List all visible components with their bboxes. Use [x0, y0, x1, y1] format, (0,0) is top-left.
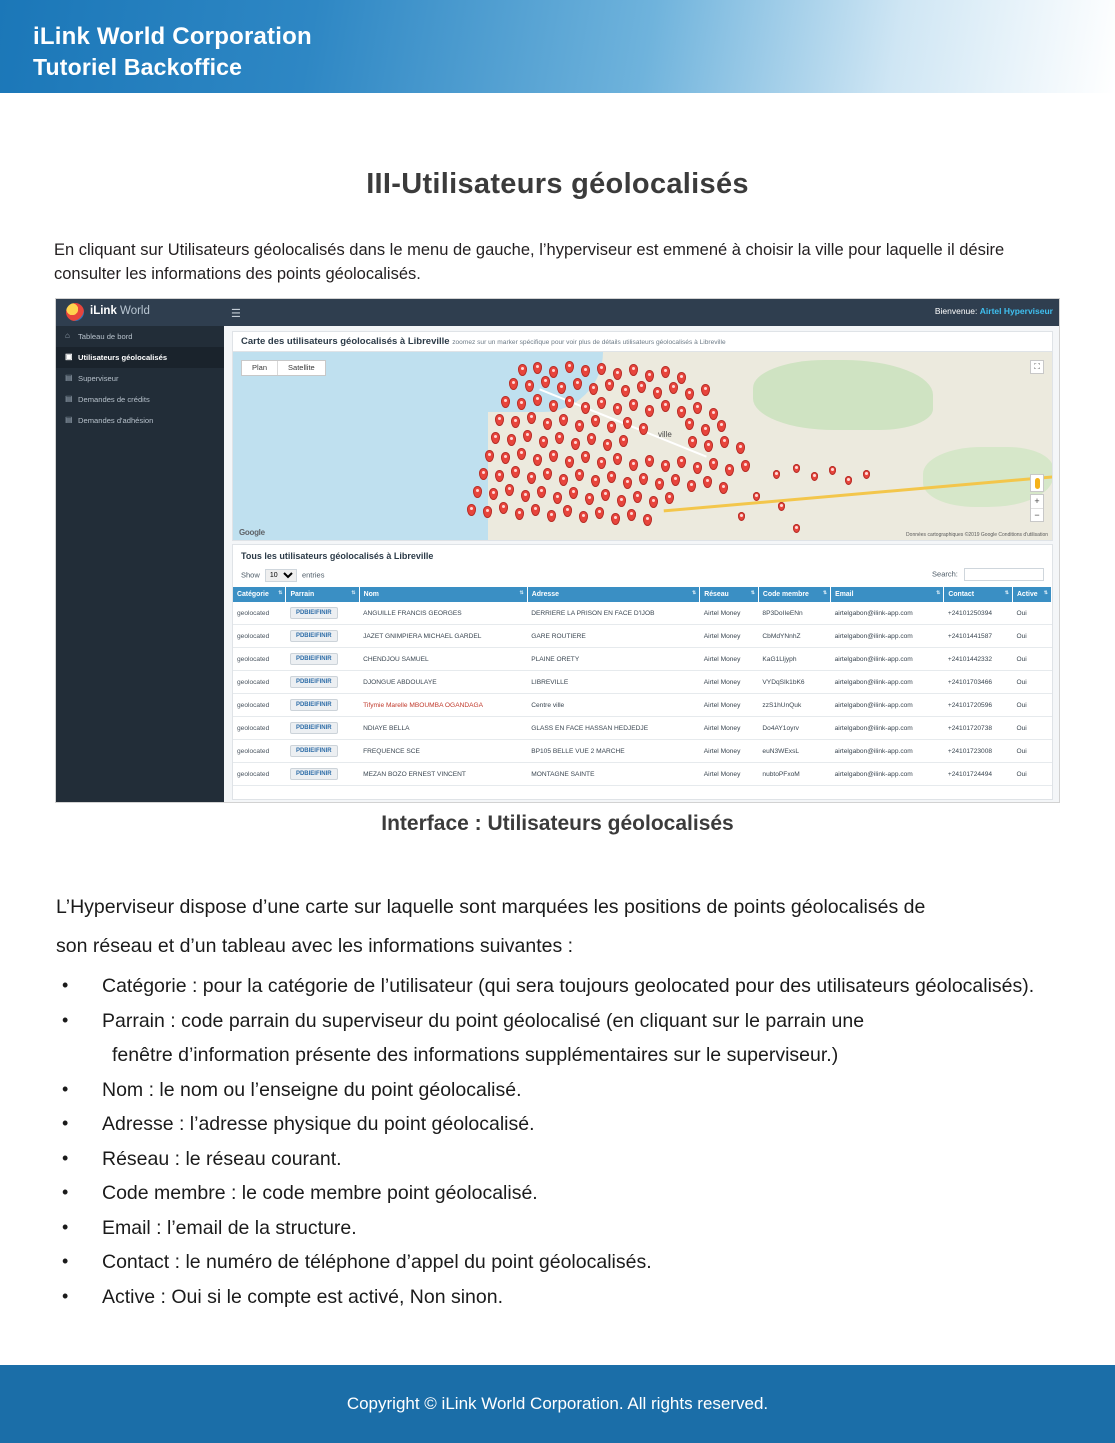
table-toolbar: [233, 565, 1052, 587]
list-icon: ▤: [65, 394, 73, 403]
cell-categorie: geolocated: [233, 671, 286, 694]
cell-code-membre: 8P3DoIIeENn: [758, 602, 830, 625]
google-logo: Google: [239, 528, 265, 537]
cell-categorie: geolocated: [233, 694, 286, 717]
list-item: [56, 1073, 1066, 1108]
google-map[interactable]: [232, 351, 1053, 541]
parrain-button[interactable]: PDBIEIFINIR: [290, 768, 338, 780]
menu-toggle-icon[interactable]: ☰: [231, 308, 241, 320]
map-card-title: Carte des utilisateurs géolocalisés à Libreville: [241, 336, 450, 347]
app-brand-strong: iLink: [90, 305, 117, 317]
cell-email: airtelgabon@ilink-app.com: [831, 694, 944, 717]
table-body: [233, 602, 1052, 786]
cell-adresse: MONTAGNE SAINTE: [527, 763, 700, 786]
sidebar-item-demandes-de-credits[interactable]: [56, 389, 224, 410]
cell-active: Oui: [1012, 740, 1051, 763]
cell-code-membre: zzS1hUnQuk: [758, 694, 830, 717]
geolocated-users-table: [233, 587, 1052, 786]
sort-icon: ⇅: [692, 590, 697, 596]
map-attribution: Données cartographiques ©2019 Google Conditions d'utilisation: [906, 532, 1048, 538]
entries-label: entries: [301, 570, 325, 580]
sort-icon: ⇅: [351, 590, 356, 596]
welcome-prefix: Bienvenue:: [934, 306, 978, 316]
cell-active: Oui: [1012, 694, 1051, 717]
cell-active: Oui: [1012, 602, 1051, 625]
bullet-text-continued: fenêtre d’information présente des informations supplémentaires sur le superviseur.): [112, 1044, 839, 1066]
feature-bullet-list: [56, 969, 1066, 1314]
users-table-card: [232, 544, 1053, 800]
cell-categorie: geolocated: [233, 763, 286, 786]
app-content: [224, 326, 1060, 803]
zoom-out-button[interactable]: −: [1031, 508, 1043, 521]
cell-email: airtelgabon@ilink-app.com: [831, 648, 944, 671]
table-card-title: Tous les utilisateurs géolocalisés à Libreville: [241, 551, 434, 561]
cell-reseau: Airtel Money: [700, 717, 759, 740]
cell-email: airtelgabon@ilink-app.com: [831, 717, 944, 740]
cell-contact: +24101442332: [944, 648, 1013, 671]
cell-email: airtelgabon@ilink-app.com: [831, 740, 944, 763]
map-card-header: [232, 331, 1053, 351]
sidebar-item-label: Utilisateurs géolocalisés: [78, 353, 168, 362]
map-city-label: ville: [658, 430, 672, 439]
show-entries-control[interactable]: [241, 569, 324, 582]
parrain-button[interactable]: PDBIEIFINIR: [290, 676, 338, 688]
cell-reseau: Airtel Money: [700, 694, 759, 717]
column-header-categorie[interactable]: Catégorie ⇅: [233, 587, 286, 602]
column-header-adresse[interactable]: Adresse ⇅: [527, 587, 700, 602]
search-input[interactable]: [964, 568, 1044, 581]
cell-reseau: Airtel Money: [700, 671, 759, 694]
cell-contact: +24101441587: [944, 625, 1013, 648]
sidebar-item-utilisateurs-geolocalises[interactable]: [56, 347, 224, 368]
app-brand-light: World: [120, 305, 150, 317]
bullet-text: Parrain : code parrain du superviseur du point géolocalisé (en cliquant sur le parrain une: [102, 1009, 865, 1032]
sort-icon: ⇅: [936, 590, 941, 596]
cell-adresse: GLASS EN FACE HASSAN HEDJEDJE: [527, 717, 700, 740]
bullet-text: Adresse : l’adresse physique du point géolocalisé.: [102, 1113, 535, 1135]
map-type-control[interactable]: [241, 360, 326, 376]
cell-parrain[interactable]: [286, 602, 359, 625]
bullet-text: Email : l’email de la structure.: [102, 1216, 357, 1239]
cell-categorie: geolocated: [233, 625, 286, 648]
list-item: [56, 1176, 1066, 1211]
table-row[interactable]: [233, 602, 1052, 625]
list-item: [56, 1142, 1066, 1177]
sidebar-item-superviseur[interactable]: [56, 368, 224, 389]
cell-nom: ANGUILLE FRANCIS GEORGES: [359, 602, 527, 625]
cell-parrain[interactable]: [286, 763, 359, 786]
cell-active: Oui: [1012, 763, 1051, 786]
sidebar-item-label: Demandes d'adhésion: [78, 416, 154, 425]
list-item: [56, 1280, 1066, 1315]
cell-adresse: DERRIERE LA PRISON EN FACE D'IJOB: [527, 602, 700, 625]
column-header-email[interactable]: Email ⇅: [831, 587, 944, 602]
cell-code-membre: nubtoPFxoM: [758, 763, 830, 786]
table-row[interactable]: [233, 717, 1052, 740]
intro-paragraph: En cliquant sur Utilisateurs géolocalisés dans le menu de gauche, l’hyperviseur est emmené à choisir la ville pour laquelle il désire consulter les informations des points géolocalisés.: [54, 241, 1005, 283]
cell-contact: +24101723008: [944, 740, 1013, 763]
column-header-contact[interactable]: Contact ⇅: [944, 587, 1013, 602]
cell-adresse: BP105 BELLE VUE 2 MARCHE: [527, 740, 700, 763]
bullet-text: Réseau : le réseau courant.: [102, 1147, 342, 1170]
zoom-in-button[interactable]: +: [1034, 496, 1040, 506]
entries-select[interactable]: [265, 569, 297, 582]
body-text: [56, 890, 1066, 1314]
list-icon: ▤: [65, 373, 73, 382]
page-header-band: [0, 0, 1115, 93]
cell-code-membre: VYDqSIk1bK6: [758, 671, 830, 694]
cell-reseau: Airtel Money: [700, 625, 759, 648]
parrain-button[interactable]: PDBIEIFINIR: [290, 607, 338, 619]
body-lead-line2: son réseau et d’un tableau avec les informations suivantes :: [56, 934, 574, 957]
cell-email: airtelgabon@ilink-app.com: [831, 625, 944, 648]
list-item: [56, 1245, 1066, 1280]
parrain-button[interactable]: PDBIEIFINIR: [290, 699, 338, 711]
cell-email: airtelgabon@ilink-app.com: [831, 671, 944, 694]
column-header-parrain[interactable]: Parrain ⇅: [286, 587, 359, 602]
cell-contact: +24101720738: [944, 717, 1013, 740]
pegman-icon[interactable]: [1030, 474, 1044, 492]
sort-icon: ⇅: [1043, 590, 1048, 596]
column-header-code-membre[interactable]: Code membre ⇅: [758, 587, 830, 602]
page-title: III-Utilisateurs géolocalisés: [366, 168, 749, 200]
cell-categorie: geolocated: [233, 740, 286, 763]
parrain-button[interactable]: PDBIEIFINIR: [290, 745, 338, 757]
cell-contact: +24101720596: [944, 694, 1013, 717]
dashboard-icon: ⌂: [65, 331, 70, 340]
app-topbar: [56, 299, 1060, 326]
cell-active: Oui: [1012, 671, 1051, 694]
app-sidebar: [56, 326, 224, 803]
bullet-text: Nom : le nom ou l’enseigne du point géolocalisé.: [102, 1078, 522, 1101]
column-header-nom[interactable]: Nom ⇅: [359, 587, 527, 602]
cell-parrain[interactable]: [286, 648, 359, 671]
sidebar-item-label: Demandes de crédits: [78, 395, 150, 404]
welcome-text: [935, 306, 1053, 316]
map-card-subtitle: zoomez sur un marker spécifique pour voir plus de détails utilisateurs géolocalisés à Libreville: [452, 339, 726, 346]
cell-contact: +24101724494: [944, 763, 1013, 786]
cell-active: Oui: [1012, 648, 1051, 671]
map-zoom-control[interactable]: [1030, 494, 1044, 522]
map-type-plan[interactable]: Plan: [252, 363, 268, 372]
bullet-text: Code membre : le code membre point géolocalisé.: [102, 1182, 538, 1204]
table-row[interactable]: [233, 763, 1052, 786]
sidebar-item-tableau-de-bord[interactable]: [56, 326, 224, 347]
sort-icon: ⇅: [278, 590, 283, 596]
table-row[interactable]: [233, 694, 1052, 717]
list-item: [56, 1107, 1066, 1142]
cell-code-membre: Do4AY1oyrv: [758, 717, 830, 740]
list-item: [56, 969, 1066, 1004]
cell-code-membre: euN3WExsL: [758, 740, 830, 763]
cell-active: Oui: [1012, 717, 1051, 740]
cell-parrain[interactable]: [286, 671, 359, 694]
cell-parrain[interactable]: [286, 717, 359, 740]
sort-icon: ⇅: [1004, 590, 1009, 596]
bullet-text: Contact : le numéro de téléphone d’appel du point géolocalisés.: [102, 1251, 652, 1273]
body-lead-line1: L’Hyperviseur dispose d’une carte sur laquelle sont marquées les positions de points géolocalisés de: [56, 896, 926, 918]
table-row[interactable]: [233, 648, 1052, 671]
parrain-button[interactable]: PDBIEIFINIR: [290, 722, 338, 734]
fullscreen-icon[interactable]: ⛶: [1030, 360, 1044, 374]
list-item: [56, 1004, 1066, 1073]
column-header-active[interactable]: Active ⇅: [1012, 587, 1051, 602]
show-label: Show: [241, 570, 260, 580]
figure-caption: Interface : Utilisateurs géolocalisés: [381, 812, 734, 835]
column-header-reseau[interactable]: Réseau ⇅: [700, 587, 759, 602]
cell-reseau: Airtel Money: [700, 602, 759, 625]
cell-parrain[interactable]: [286, 740, 359, 763]
sidebar-item-label: Superviseur: [78, 374, 119, 383]
search-label: Search:: [932, 569, 958, 579]
table-header-row: [233, 587, 1052, 602]
cell-nom: DJONGUE ABDOULAYE: [359, 671, 527, 694]
header-title-line1: iLink World Corporation: [33, 23, 312, 50]
app-brand: [90, 305, 150, 317]
map-type-satellite[interactable]: Satellite: [277, 361, 325, 375]
cell-email: airtelgabon@ilink-app.com: [831, 763, 944, 786]
cell-adresse: Centre ville: [527, 694, 700, 717]
cell-adresse: PLAINE ORETY: [527, 648, 700, 671]
sort-icon: ⇅: [822, 590, 828, 596]
cell-nom: CHENDJOU SAMUEL: [359, 648, 527, 671]
cell-parrain[interactable]: [286, 625, 359, 648]
cell-categorie: geolocated: [233, 602, 286, 625]
cell-contact: +24101703466: [944, 671, 1013, 694]
sort-icon: ⇅: [750, 590, 755, 596]
cell-email: airtelgabon@ilink-app.com: [831, 602, 944, 625]
list-item: [56, 1211, 1066, 1246]
cell-adresse: LIBREVILLE: [527, 671, 700, 694]
page-footer: [0, 1365, 1115, 1443]
list-icon: ▤: [65, 415, 73, 424]
table-row[interactable]: [233, 671, 1052, 694]
ilink-logo-icon: [66, 303, 84, 321]
cell-nom: NDIAYE BELLA: [359, 717, 527, 740]
copyright-text: Copyright © iLink World Corporation. All rights reserved.: [346, 1394, 769, 1413]
cell-nom: MEZAN BOZO ERNEST VINCENT: [359, 763, 527, 786]
header-title: [33, 22, 312, 82]
sidebar-item-label: Tableau de bord: [78, 332, 133, 341]
cell-code-membre: KaG1Lljyph: [758, 648, 830, 671]
sidebar-item-demandes-dadhesion[interactable]: [56, 410, 224, 431]
cell-categorie: geolocated: [233, 717, 286, 740]
table-search[interactable]: [932, 568, 1044, 581]
cell-reseau: Airtel Money: [700, 763, 759, 786]
map-marker-icon: ▣: [65, 352, 73, 361]
cell-code-membre: CbMdYNnhZ: [758, 625, 830, 648]
cell-adresse: GARE ROUTIERE: [527, 625, 700, 648]
bullet-text: Catégorie : pour la catégorie de l’utilisateur (qui sera toujours geolocated pour des utilisateurs géolocalisés).: [102, 975, 1035, 997]
table-row[interactable]: [233, 740, 1052, 763]
welcome-username: Airtel Hyperviseur: [979, 306, 1053, 316]
cell-nom: JAZET GNIMPIERA MICHAEL GARDEL: [359, 625, 527, 648]
parrain-button[interactable]: PDBIEIFINIR: [290, 630, 338, 642]
cell-nom: FREQUENCE SCE: [359, 740, 527, 763]
parrain-button[interactable]: PDBIEIFINIR: [290, 653, 338, 665]
cell-parrain[interactable]: [286, 694, 359, 717]
cell-categorie: geolocated: [233, 648, 286, 671]
table-row[interactable]: [233, 625, 1052, 648]
cell-reseau: Airtel Money: [700, 648, 759, 671]
bullet-text: Active : Oui si le compte est activé, Non sinon.: [102, 1285, 504, 1308]
embedded-screenshot: [55, 298, 1060, 803]
cell-nom: Tifymie Marelle MBOUMBA OGANDAGA: [359, 694, 527, 717]
map-green-area: [753, 360, 933, 430]
cell-reseau: Airtel Money: [700, 740, 759, 763]
header-title-line2: Tutoriel Backoffice: [33, 54, 243, 80]
sort-icon: ⇅: [519, 590, 524, 596]
cell-active: Oui: [1012, 625, 1051, 648]
cell-contact: +24101250394: [944, 602, 1013, 625]
